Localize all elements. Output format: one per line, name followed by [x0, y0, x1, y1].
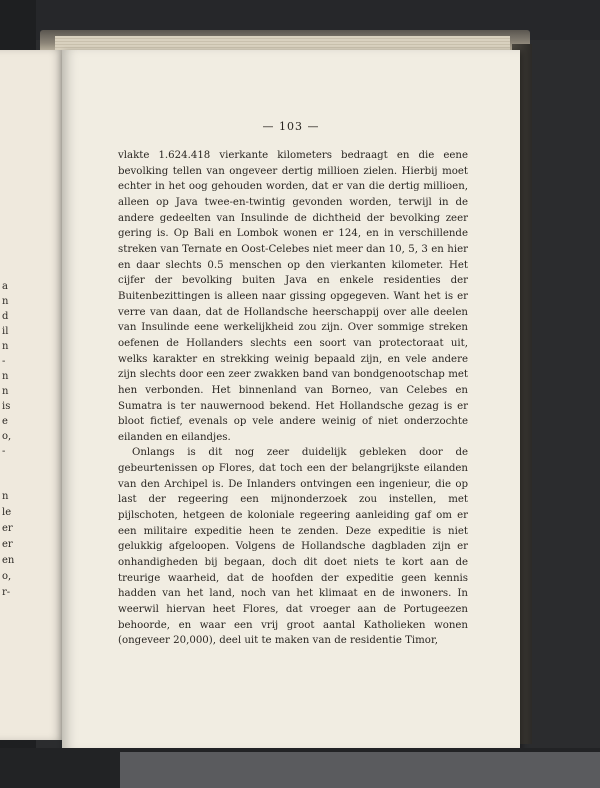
left-page-fragment: r-	[2, 587, 11, 598]
paragraph: vlakte 1.624.418 vierkante kilometers bedraagt en die eene bevolking tellen van ongeveer dertig millioen zielen. Hierbij moet echter in het oog gehouden worden, dat er van die dertig millioen, alleen op Java twee-en-twintig gevonden worden, terwijl in de andere gedeelten van Insulinde de dichtheid der bevolking zeer gering is. Op Bali en Lombok wonen er 124, en in verschillende streken van Ternate en Oost-Celebes niet meer dan 10, 5, 3 en hier en daar slechts 0.5 menschen op den vierkanten kilometer. Het cijfer der bevolking buiten Java en enkele residenties der Buitenbezittingen is alleen naar gissing opgegeven. Want het is er verre van daan, dat de Hollandsche heerschappij over alle deelen van Insulinde eene werkelijkheid zou zijn. Over sommige streken oefenen de Hollanders slechts een soort van protectoraat uit, welks karakter en strekking weinig bepaald zijn, en vele andere zijn slechts door een zeer zwakken band van bondgenootschap met hen verbonden. Het binnenland van Borneo, van Celebes en Sumatra is ter nauwernood bekend. Het Hollandsche gezag is er bloot fictief, evenals op vele andere weinig of niet onderzochte eilanden en eilandjes.	[118, 150, 468, 443]
left-page-fragment: en	[2, 555, 15, 566]
left-page-fragment: n	[2, 491, 9, 502]
left-page-fragment: n	[2, 296, 9, 307]
left-page-fragment: er	[2, 523, 13, 534]
page-stack-edge	[55, 36, 510, 50]
left-page-fragment: e	[2, 416, 8, 427]
left-page-fragment: -	[2, 356, 6, 367]
book-page	[62, 50, 520, 750]
left-page-fragment: a	[2, 281, 8, 292]
left-page-fragment: le	[2, 507, 12, 518]
left-page-fragment: n	[2, 371, 9, 382]
left-page-fragment: d	[2, 311, 9, 322]
left-page-fragment: is	[2, 401, 11, 412]
background-bottom-tab	[120, 752, 600, 788]
paragraph: Onlangs is dit nog zeer duidelijk gebleken door de gebeurtenissen op Flores, dat toch een der belangrijkste eilanden van den Archipel is. De Inlanders ontvingen een ingenieur, die op last der regeering een mijnonderzoek zou instellen, met pijlschoten, hetgeen de koloniale regeering aanleiding gaf om er een militaire expeditie heen te zenden. Deze expeditie is niet gelukkig afgeloopen. Volgens de Hollandsche dagbladen zijn er onhandigheden bij begaan, doch dit doet niets te kort aan de treurige waarheid, dat de hoofden der expeditie geen kennis hadden van het land, noch van het klimaat en de inwoners. In weerwil hiervan heet Flores, dat vroeger aan de Portugeezen behoorde, en waar een vrij groot aantal Katholieken wonen (ongeveer 20,000), deel uit te maken van de residentie Timor,	[118, 447, 468, 647]
left-page-fragment: n	[2, 386, 9, 397]
page-number: — 103 —	[262, 120, 320, 133]
left-page-fragment: il	[2, 326, 9, 337]
left-page-fragment: er	[2, 539, 13, 550]
left-page	[0, 50, 64, 740]
left-page-fragment: -	[2, 446, 6, 457]
page-body	[118, 148, 468, 649]
left-page-fragment: n	[2, 341, 9, 352]
left-page-fragment: o,	[2, 571, 12, 582]
left-page-fragment: o,	[2, 431, 12, 442]
